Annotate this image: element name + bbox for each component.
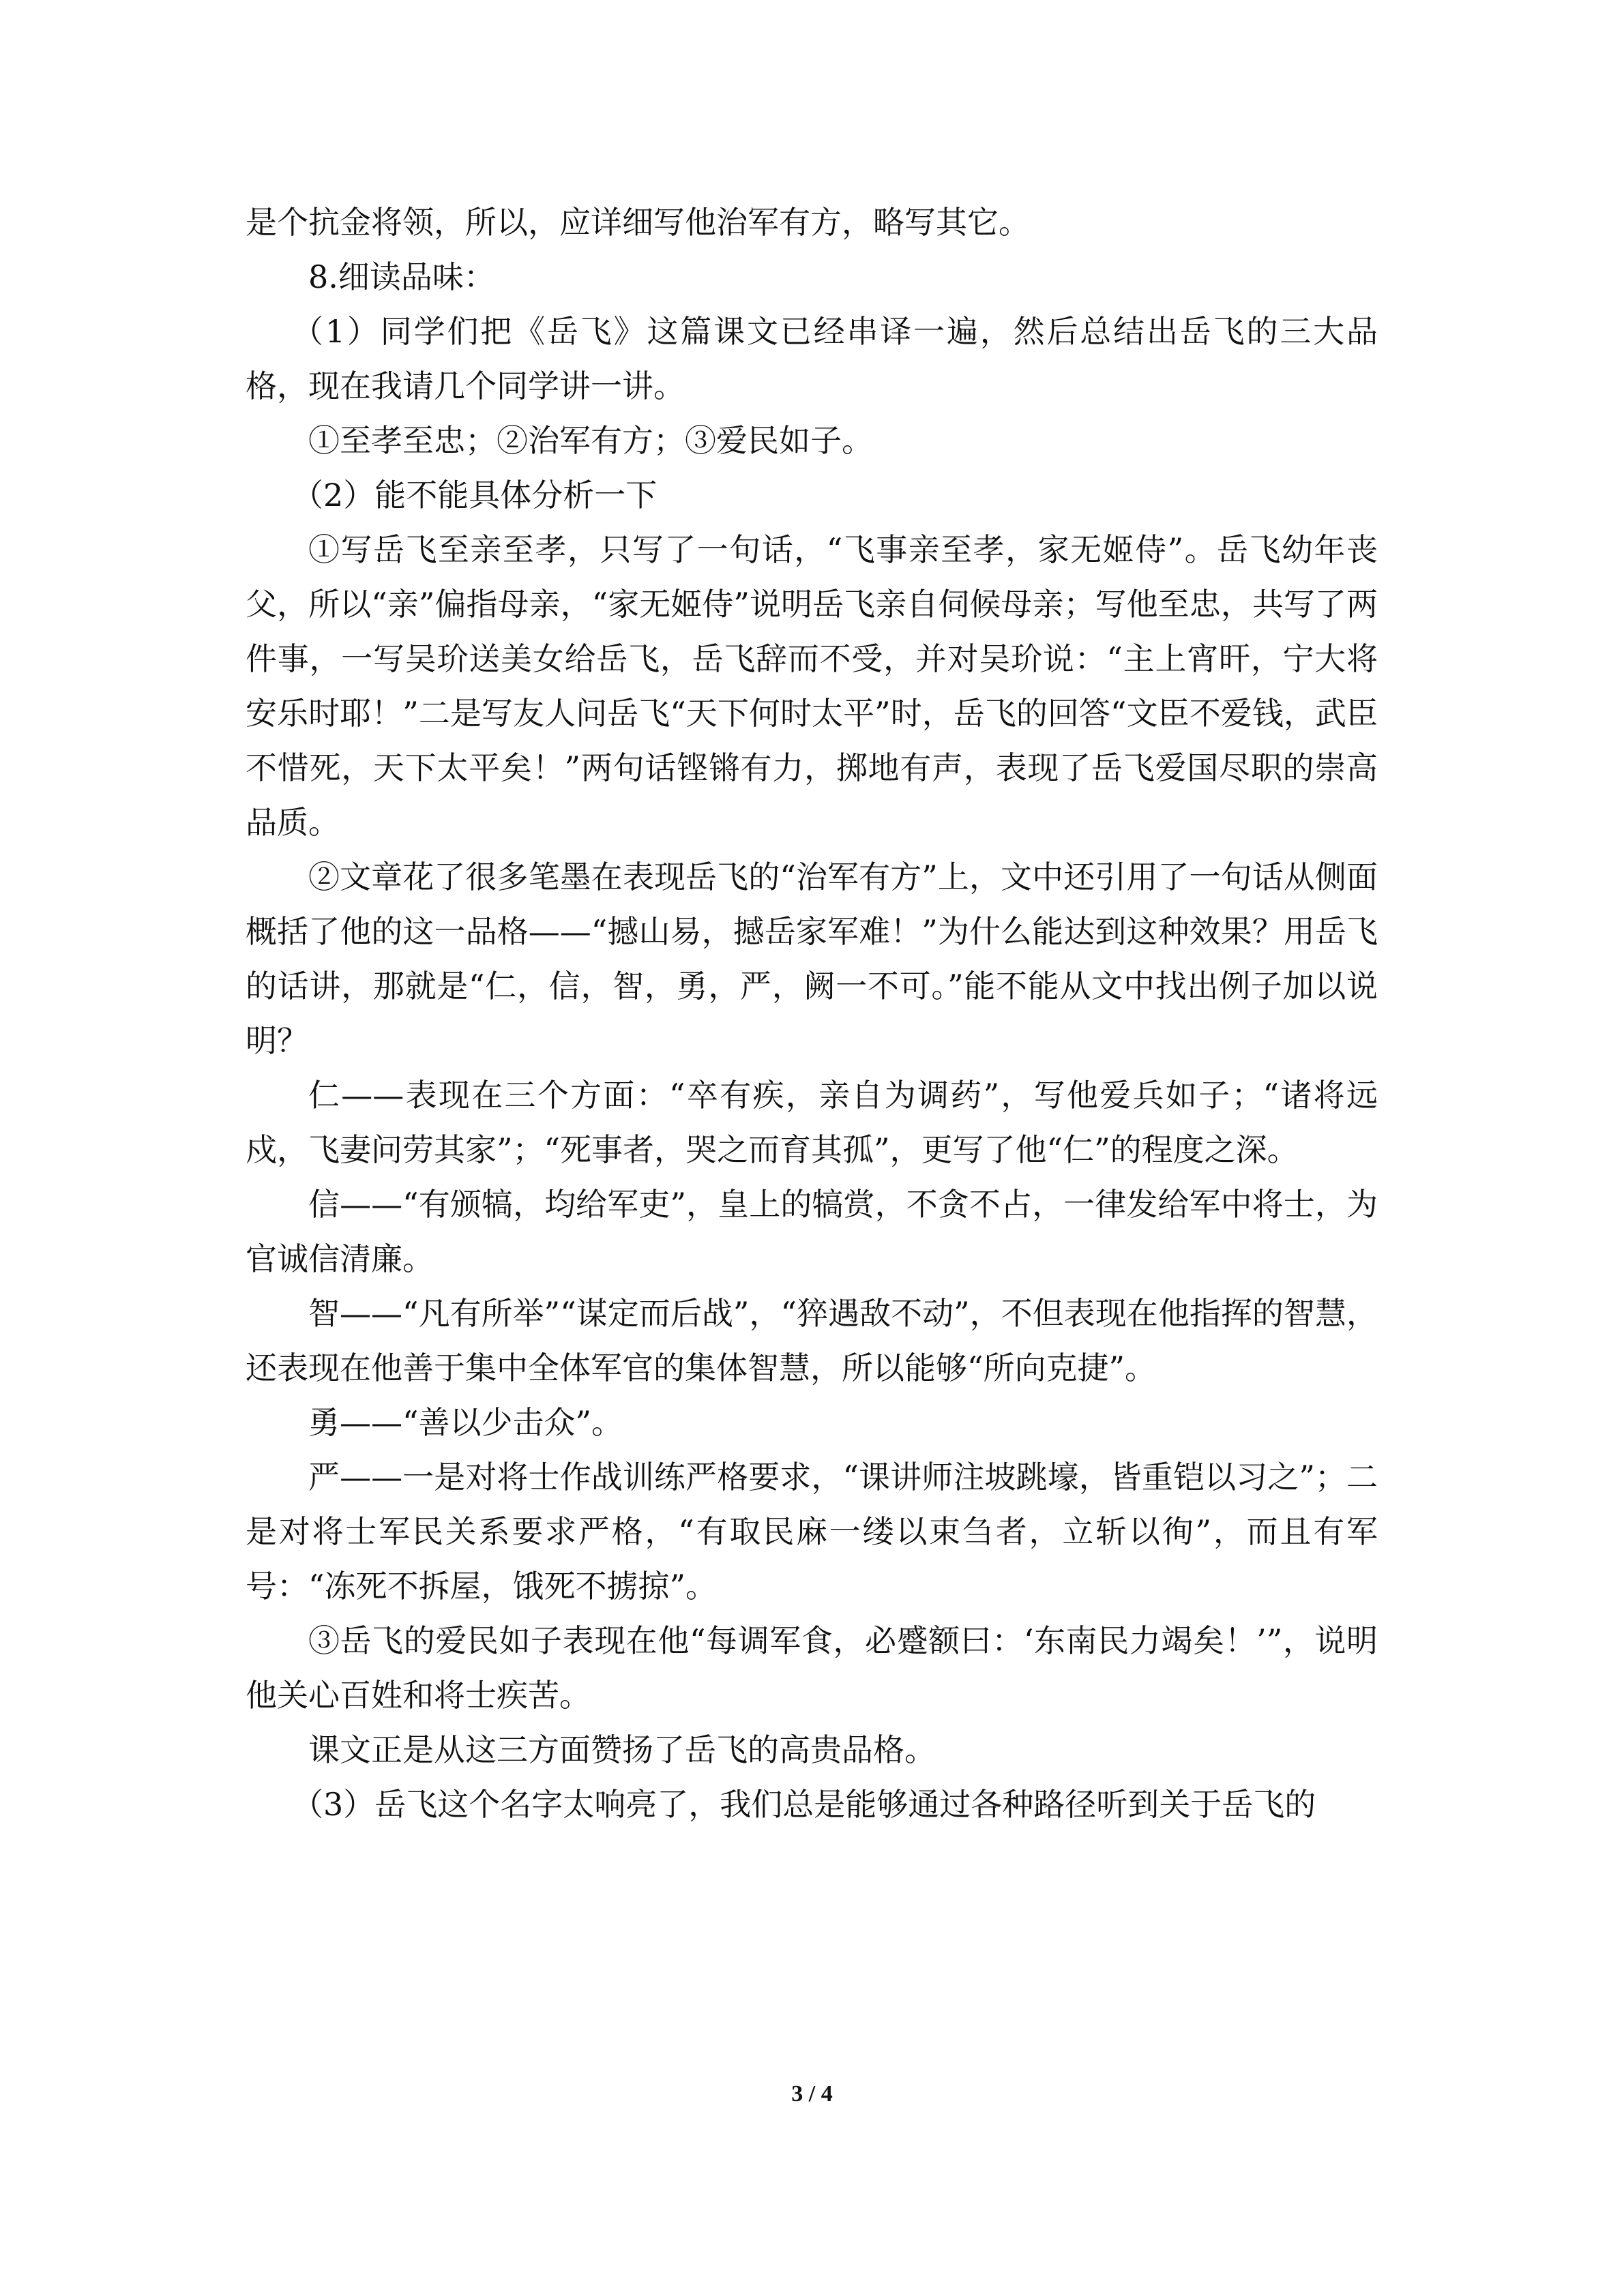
- paragraph-summary: 课文正是从这三方面赞扬了岳飞的高贵品格。: [308, 1731, 936, 1768]
- paragraph-question-2: （2）能不能具体分析一下: [292, 477, 658, 513]
- page-number: 3 / 4: [791, 2081, 833, 2106]
- paragraph-continuation: 是个抗金将领，所以，应详细写他治军有方，略写其它。: [246, 204, 1030, 241]
- paragraph-question-1: （1）同学们把《岳飞》这篇课文已经串译一遍，然后总结出岳飞的三大品格，现在我请几个同学讲一讲。: [246, 313, 1378, 404]
- paragraph-three-qualities: ①至孝至忠；②治军有方；③爱民如子。: [308, 422, 873, 459]
- paragraph-xin: 信——“有颁犒，均给军吏”，皇上的犒赏，不贪不占，一律发给军中将士，为官诚信清廉。: [246, 1186, 1378, 1277]
- paragraph-army-management: ②文章花了很多笔墨在表现岳飞的“治军有方”上，文中还引用了一句话从侧面概括了他的这一品格——“撼山易，撼岳家军难！”为什么能达到这种效果？用岳飞的话讲，那就是“仁，信，智，勇，严，阙一不可。”能不能从文中找出例子加以说明？: [246, 859, 1378, 1059]
- paragraph-question-3: （3）岳飞这个名字太响亮了，我们总是能够通过各种路径听到关于岳飞的: [292, 1786, 1316, 1823]
- paragraph-yan: 严——一是对将士作战训练严格要求，“课讲师注坡跳壕，皆重铠以习之”；二是对将士军民关系要求严格，“有取民麻一缕以束刍者，立斩以徇”，而且有军号：“冻死不拆屋，饿死不掳掠”。: [246, 1459, 1378, 1605]
- paragraph-zhi: 智——“凡有所举”“谋定而后战”，“猝遇敌不动”，不但表现在他指挥的智慧，还表现在他善于集中全体军官的集体智慧，所以能够“所向克捷”。: [246, 1295, 1378, 1386]
- paragraph-section-8-heading: 8.细读品味：: [308, 258, 495, 295]
- paragraph-ren: 仁——表现在三个方面：“卒有疾，亲自为调药”，写他爱兵如子；“诸将远戍，飞妻问劳其家”；“死事者，哭之而育其孤”，更写了他“仁”的程度之深。: [246, 1077, 1378, 1168]
- document-body: [246, 195, 1378, 1832]
- paragraph-filial-loyal: ①写岳飞至亲至孝，只写了一句话，“飞事亲至孝，家无姬侍”。岳飞幼年丧父，所以“亲”偏指母亲，“家无姬侍”说明岳飞亲自伺候母亲；写他至忠，共写了两件事，一写吴玠送美女给岳飞，岳飞辞而不受，并对吴玠说：“主上宵旰，宁大将安乐时耶！”二是写友人问岳飞“天下何时太平”时，岳飞的回答“文臣不爱钱，武臣不惜死，天下太平矣！”两句话铿锵有力，掷地有声，表现了岳飞爱国尽职的崇高品质。: [246, 531, 1378, 841]
- paragraph-yong: 勇——“善以少击众”。: [308, 1404, 623, 1441]
- paragraph-love-people: ③岳飞的爱民如子表现在他“每调军食，必蹙额曰：‘东南民力竭矣！’”，说明他关心百姓和将士疾苦。: [246, 1622, 1378, 1714]
